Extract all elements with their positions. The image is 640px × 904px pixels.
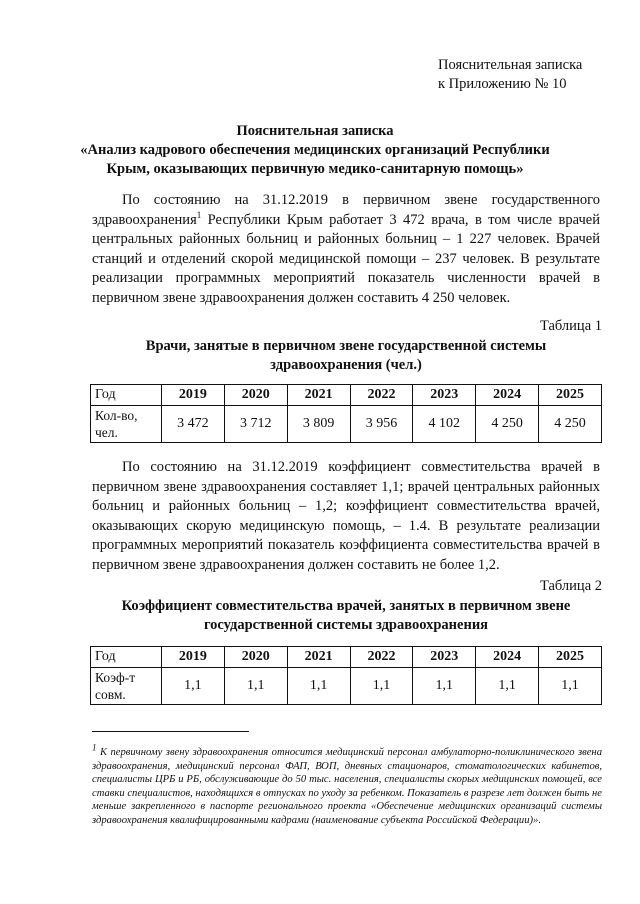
table-cell: 4 250 <box>539 406 602 443</box>
row-label <box>91 406 162 443</box>
table-2 <box>90 646 602 705</box>
header-2019: 2019 <box>162 647 225 668</box>
title-line3: Крым, оказывающих первичную медико-санитарную помощь» <box>106 161 524 177</box>
footnote-ref: 1 <box>196 209 202 220</box>
table-cell: 1,1 <box>539 668 602 705</box>
table-1-title-line2: здравоохранения (чел.) <box>270 357 422 373</box>
footnote <box>92 742 602 827</box>
table-cell: 3 809 <box>287 406 350 443</box>
header-2025: 2025 <box>539 647 602 668</box>
table-2-title-line1: Коэффициент совместительства врачей, занятых в первичном звене <box>121 598 571 614</box>
header-2024: 2024 <box>476 385 539 406</box>
footnote-text: К первичному звену здравоохранения относится медицинский персонал амбулаторно-поликлинического звена здравоохранения, медицинский персонал ФАП, ВОП, дневных стационаров, стоматологических кабинетов, специалисты ЦРБ и РБ, обслуживающие до 50 тыс. населения, специалисты скорых медицинских помощей, все ставки специалистов, находящихся в отпусках по уходу за ребенком. Показатель в разрезе лет должен быть не меньше закрепленного в паспорте регионального проекта «Обеспечение медицинских организаций системы здравоохранения квалифицированными кадрами (наименование субъекта Российской Федерации)». <box>92 747 602 826</box>
table-1-label: Таблица 1 <box>539 318 602 334</box>
paragraph-1-part2: Республики Крым работает 3 472 врача, в том числе врачей центральных районных больниц и районных больниц – 1 227 человек. Врачей станций и отделений скорой медицинской помощи – 237 человек. В результате реализации программных мероприятий показатель численности врачей в первичном звене здравоохранения должен составить 4 250 человек. <box>92 211 600 306</box>
table-row <box>91 668 602 705</box>
row-label-line1: Коэф-т <box>95 670 136 685</box>
header-2025: 2025 <box>539 385 602 406</box>
header-year: Год <box>91 647 162 668</box>
footnote-separator <box>92 731 249 732</box>
footnote-marker: 1 <box>92 742 97 753</box>
header-2023: 2023 <box>413 385 476 406</box>
paragraph-2 <box>92 458 600 575</box>
paragraph-1-part1: По состоянию на 31.12.2019 в первичном звене государственного здравоохранения <box>92 192 600 228</box>
table-header-row <box>91 385 602 406</box>
table-cell: 1,1 <box>287 668 350 705</box>
header-year: Год <box>91 385 162 406</box>
table-1 <box>90 384 602 443</box>
header-2020: 2020 <box>224 647 287 668</box>
header-2019: 2019 <box>162 385 225 406</box>
table-1-title <box>92 337 600 375</box>
row-label <box>91 668 162 705</box>
paragraph-2-text: По состоянию на 31.12.2019 коэффициент совместительства врачей в первичном звене здравоохранения составляет 1,1; врачей центральных районных больниц и районных больниц – 1,2; коэффициент совместительства врачей, оказывающих скорую медицинскую помощь, – 1.4. В результате реализации программных мероприятий показатель коэффициента совместительства врачей в первичном звене здравоохранения должен составить не более 1,2. <box>92 459 600 573</box>
table-cell: 1,1 <box>350 668 413 705</box>
table-cell: 1,1 <box>413 668 476 705</box>
title-line2: «Анализ кадрового обеспечения медицинских организаций Республики <box>80 142 550 158</box>
table-cell: 3 472 <box>162 406 225 443</box>
header-2021: 2021 <box>287 647 350 668</box>
header-2020: 2020 <box>224 385 287 406</box>
table-cell: 1,1 <box>476 668 539 705</box>
table-2-title-line2: государственной системы здравоохранения <box>203 617 489 633</box>
table-cell: 1,1 <box>224 668 287 705</box>
table-cell: 4 250 <box>476 406 539 443</box>
table-2-label: Таблица 2 <box>539 578 602 594</box>
table-cell: 1,1 <box>162 668 225 705</box>
appendix-note <box>438 56 608 94</box>
header-2022: 2022 <box>350 385 413 406</box>
row-label-line2: чел. <box>95 425 118 440</box>
table-1-title-line1: Врачи, занятые в первичном звене государственной системы <box>145 338 547 354</box>
row-label-line2: совм. <box>95 687 126 702</box>
document-title <box>80 122 550 179</box>
paragraph-1 <box>92 191 600 308</box>
table-cell: 3 712 <box>224 406 287 443</box>
header-2023: 2023 <box>413 647 476 668</box>
header-2022: 2022 <box>350 647 413 668</box>
table-header-row <box>91 647 602 668</box>
title-line1: Пояснительная записка <box>236 123 394 139</box>
header-2021: 2021 <box>287 385 350 406</box>
row-label-line1: Кол-во, <box>95 408 138 423</box>
appendix-note-line2: к Приложению № 10 <box>438 76 567 92</box>
table-2-title <box>92 597 600 635</box>
table-cell: 3 956 <box>350 406 413 443</box>
table-row <box>91 406 602 443</box>
appendix-note-line1: Пояснительная записка <box>438 57 583 73</box>
header-2024: 2024 <box>476 647 539 668</box>
table-cell: 4 102 <box>413 406 476 443</box>
